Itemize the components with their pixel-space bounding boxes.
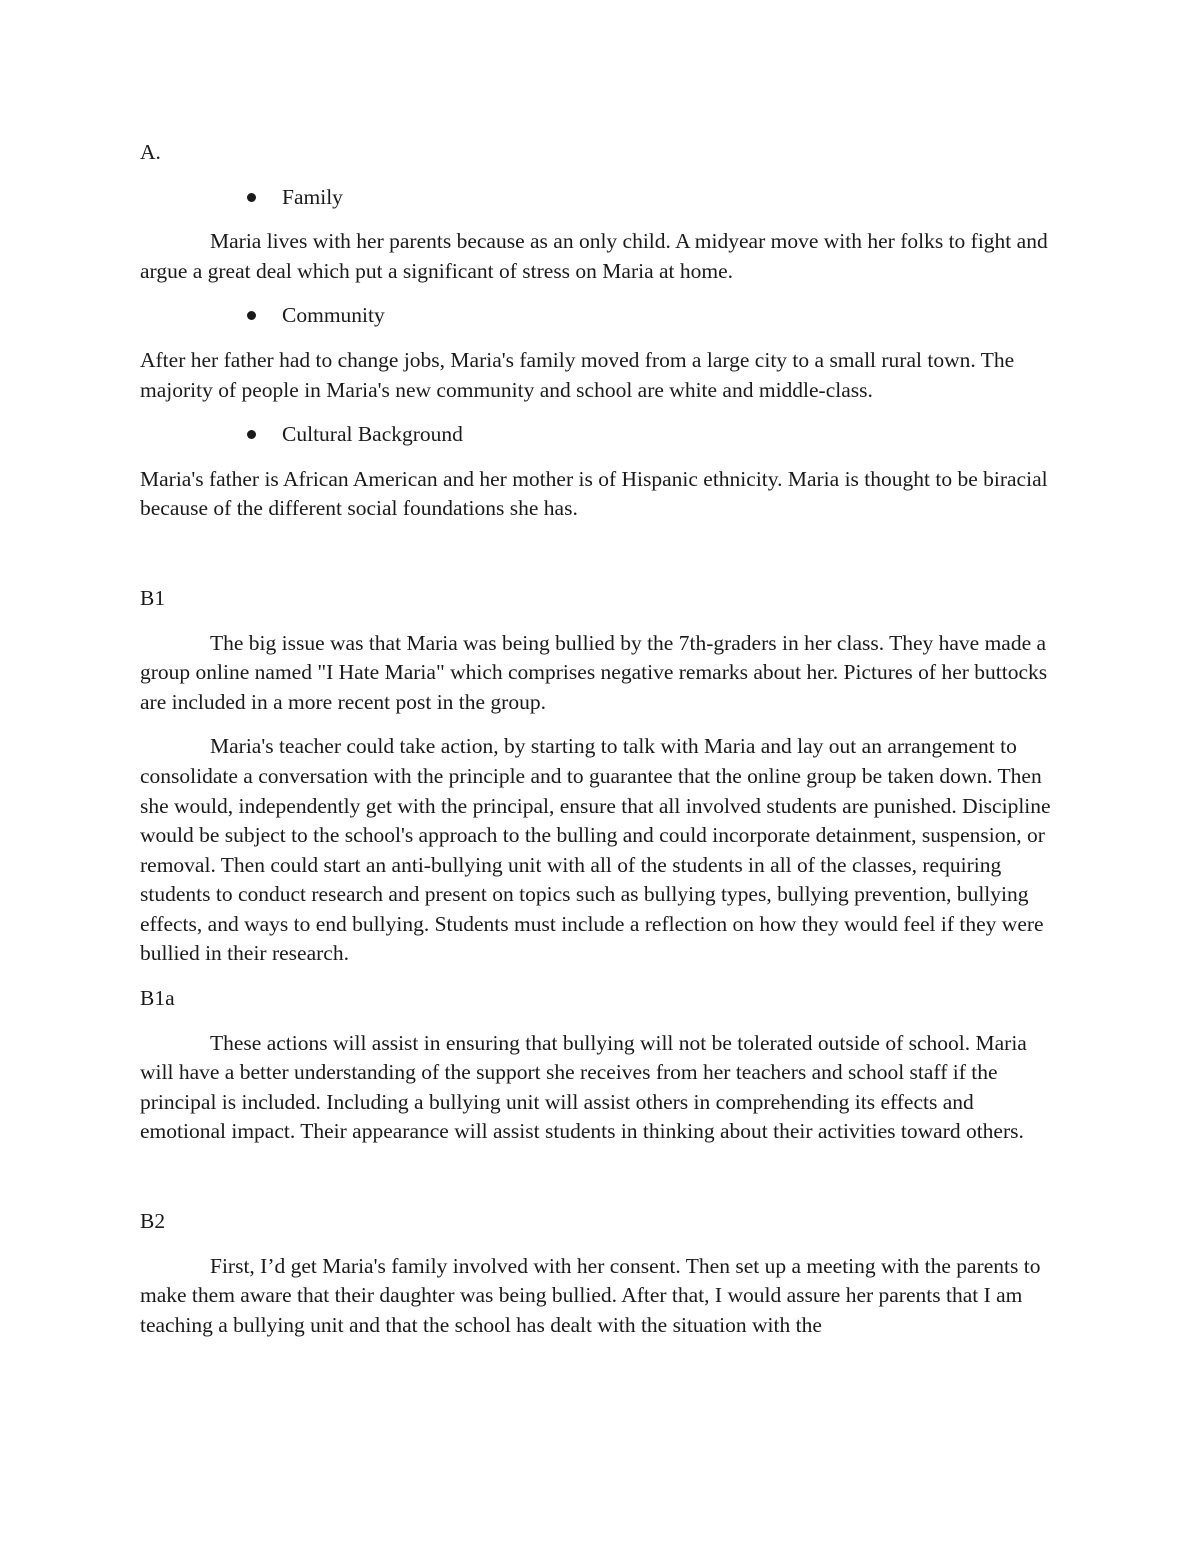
bullet-label-community: Community — [282, 303, 385, 328]
section-spacer — [140, 1162, 1065, 1207]
paragraph-cultural-background: Maria's father is African American and her mother is of Hispanic ethnicity. Maria is thought to be biracial because of the different social foundations she has. — [140, 466, 1048, 521]
section-heading-b1a: B1a — [140, 986, 175, 1011]
section-heading-b1: B1 — [140, 585, 166, 610]
section-heading-a: A. — [140, 140, 161, 164]
paragraph-b1-issue: The big issue was that Maria was being bullied by the 7th-graders in her class. They have made a group online named "I Hate Maria" which comprises negative remarks about her. Pictures of her buttocks are included in a more recent post in the group. — [140, 630, 1048, 714]
bullet-dot-icon — [247, 311, 256, 320]
bullet-cultural-background — [140, 420, 1065, 450]
bullet-community — [140, 301, 1065, 331]
section-heading-b2: B2 — [140, 1209, 166, 1234]
section-spacer — [140, 539, 1065, 584]
paragraph-b2: First, I’d get Maria's family involved with her consent. Then set up a meeting with the parents to make them aware that their daughter was being bullied. After that, I would assure her parents that I am teaching a bullying unit and that the school has dealt with the situation with the — [140, 1253, 1041, 1337]
paragraph-b1-action: Maria's teacher could take action, by starting to talk with Maria and lay out an arrangement to consolidate a conversation with the principle and to guarantee that the online group be taken down. Then she would, independently get with the principal, ensure that all involved students are punished. Discipline would be subject to the school's approach to the bulling and could incorporate detainment, suspension, or removal. Then could start an anti-bullying unit with all of the students in all of the classes, requiring students to conduct research and present on topics such as bullying types, bullying prevention, bullying effects, and ways to end bullying. Students must include a reflection on how they would feel if they were bullied in their research. — [140, 734, 1051, 966]
bullet-label-cultural-background: Cultural Background — [282, 422, 463, 447]
paragraph-family: Maria lives with her parents because as an only child. A midyear move with her folks to fight and argue a great deal which put a significant of stress on Maria at home. — [140, 229, 1048, 283]
bullet-dot-icon — [247, 193, 256, 202]
bullet-family — [140, 183, 1065, 213]
bullet-label-family: Family — [282, 184, 343, 209]
paragraph-community: After her father had to change jobs, Maria's family moved from a large city to a small rural town. The majority of people in Maria's new community and school are white and middle-class. — [140, 347, 1015, 402]
paragraph-b1a: These actions will assist in ensuring that bullying will not be tolerated outside of school. Maria will have a better understanding of the support she receives from her teachers and school staff if the principal is included. Including a bullying unit will assist others in comprehending its effects and emotional impact. Their appearance will assist students in thinking about their activities toward others. — [140, 1030, 1027, 1144]
document-page — [140, 138, 1065, 1355]
bullet-dot-icon — [247, 430, 256, 439]
